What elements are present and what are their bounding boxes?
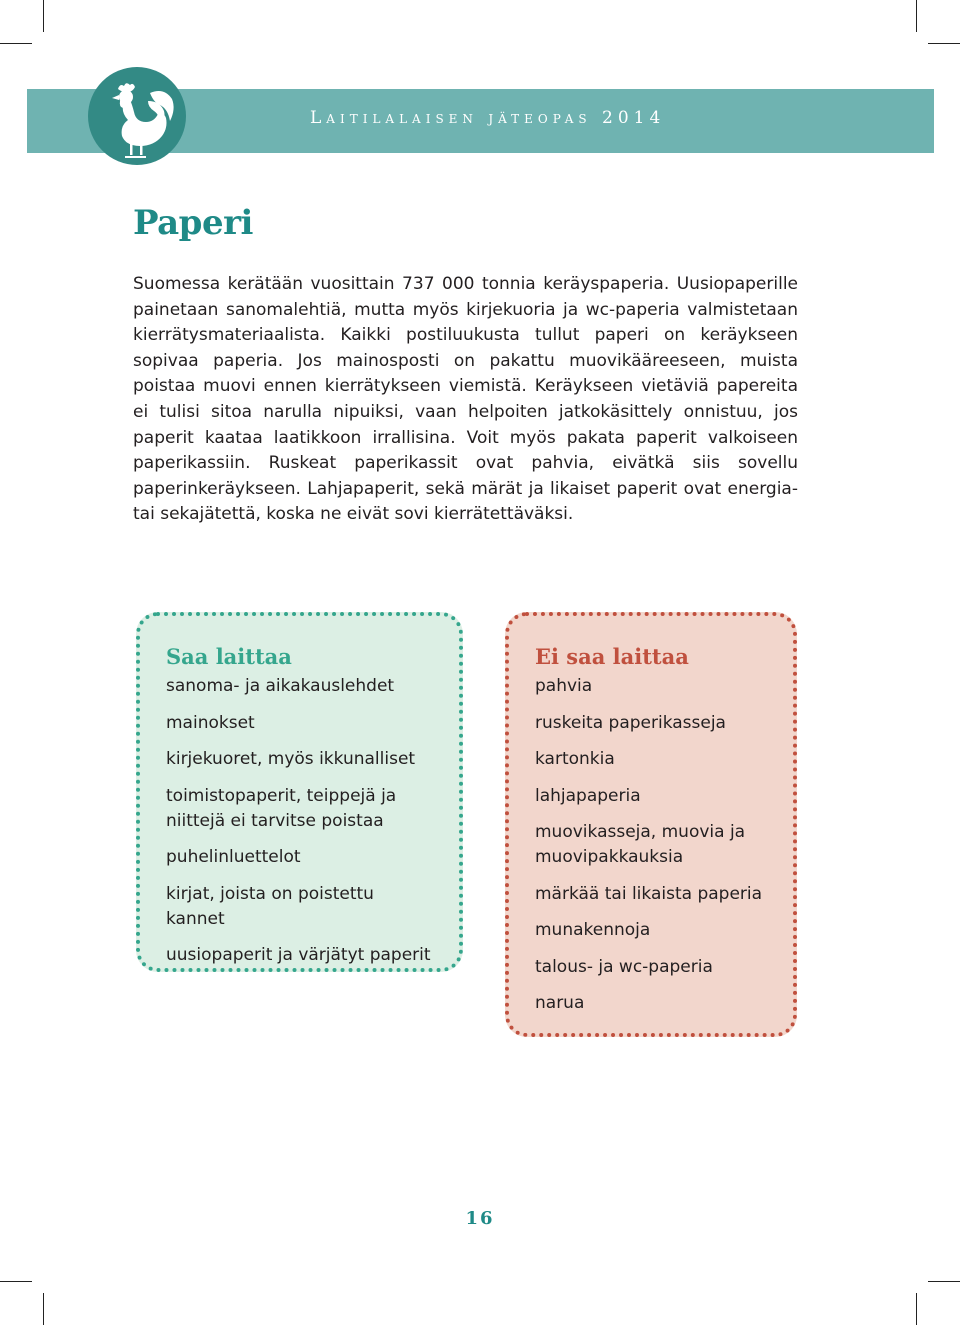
list-item: lahjapaperia <box>535 785 641 806</box>
not-allowed-list <box>535 674 769 1016</box>
not-allowed-box <box>505 612 797 1037</box>
intro-paragraph: Suomessa kerätään vuosittain 737 000 tonnia keräyspaperia. Uusiopaperille painetaan sanomalehtiä, mutta myös kirjekuoria ja wc-paperia valmistetaan kierrätysmateriaalista. Kaikki postiluukusta tullut paperi on keräykseen sopivaa paperia. Jos mainosposti on pakattu muovikääreeseen, muista poistaa muovi ennen kierrätykseen viemistä. Keräykseen vietäviä papereita ei tulisi sitoa narulla nipuiksi, vaan helpoiten jatkokäsittely onnistuu, jos paperit kaataa laatikkoon irrallisina. Voit myös pakata paperit valkoiseen paperikassiin. Ruskeat paperikassit ovat pahvia, eivätkä siis sovellu paperinkeräykseen. Lahjapaperit, sekä märät ja likaiset paperit ovat energia- tai sekajätettä, koska ne eivät sovi kierrätettäväksi. <box>133 274 798 525</box>
crop-mark <box>916 0 917 32</box>
crop-mark <box>43 1293 44 1325</box>
allowed-list <box>166 674 435 968</box>
header-title: Laitilalaisen jäteopas 2014 <box>310 108 666 128</box>
crop-mark <box>916 1293 917 1325</box>
list-item: kartonkia <box>535 749 615 769</box>
list-item: narua <box>535 993 585 1013</box>
page-number: 16 <box>465 1208 495 1229</box>
list-item: talous- ja wc-paperia <box>535 956 713 977</box>
crop-mark <box>928 1281 960 1282</box>
crop-mark <box>0 43 32 44</box>
list-item: sanoma- ja aikakauslehdet <box>166 676 395 696</box>
list-item: märkää tai likaista paperia <box>535 883 763 904</box>
crop-mark <box>0 1281 32 1282</box>
crop-mark <box>43 0 44 32</box>
allowed-box <box>136 612 463 972</box>
list-item: uusiopaperit ja värjätyt paperit <box>166 945 431 965</box>
list-item: munakennoja <box>535 920 651 940</box>
allowed-title: Saa laittaa <box>166 644 292 669</box>
rooster-icon <box>88 67 186 165</box>
crop-mark <box>928 43 960 44</box>
list-item: pahvia <box>535 676 593 696</box>
page-title: Paperi <box>133 203 253 243</box>
list-item: toimistopaperit, teippejä ja niittejä ei tarvitse poistaa <box>166 785 397 831</box>
logo <box>88 67 186 165</box>
list-item: kirjat, joista on poistettu kannet <box>166 883 374 929</box>
list-item: kirjekuoret, myös ikkunalliset <box>166 749 416 769</box>
not-allowed-title: Ei saa laittaa <box>535 644 689 669</box>
list-item: ruskeita paperikasseja <box>535 712 726 733</box>
list-item: muovikasseja, muovia ja muovipakkauksia <box>535 822 746 867</box>
list-item: mainokset <box>166 712 255 733</box>
list-item: puhelinluettelot <box>166 847 301 867</box>
